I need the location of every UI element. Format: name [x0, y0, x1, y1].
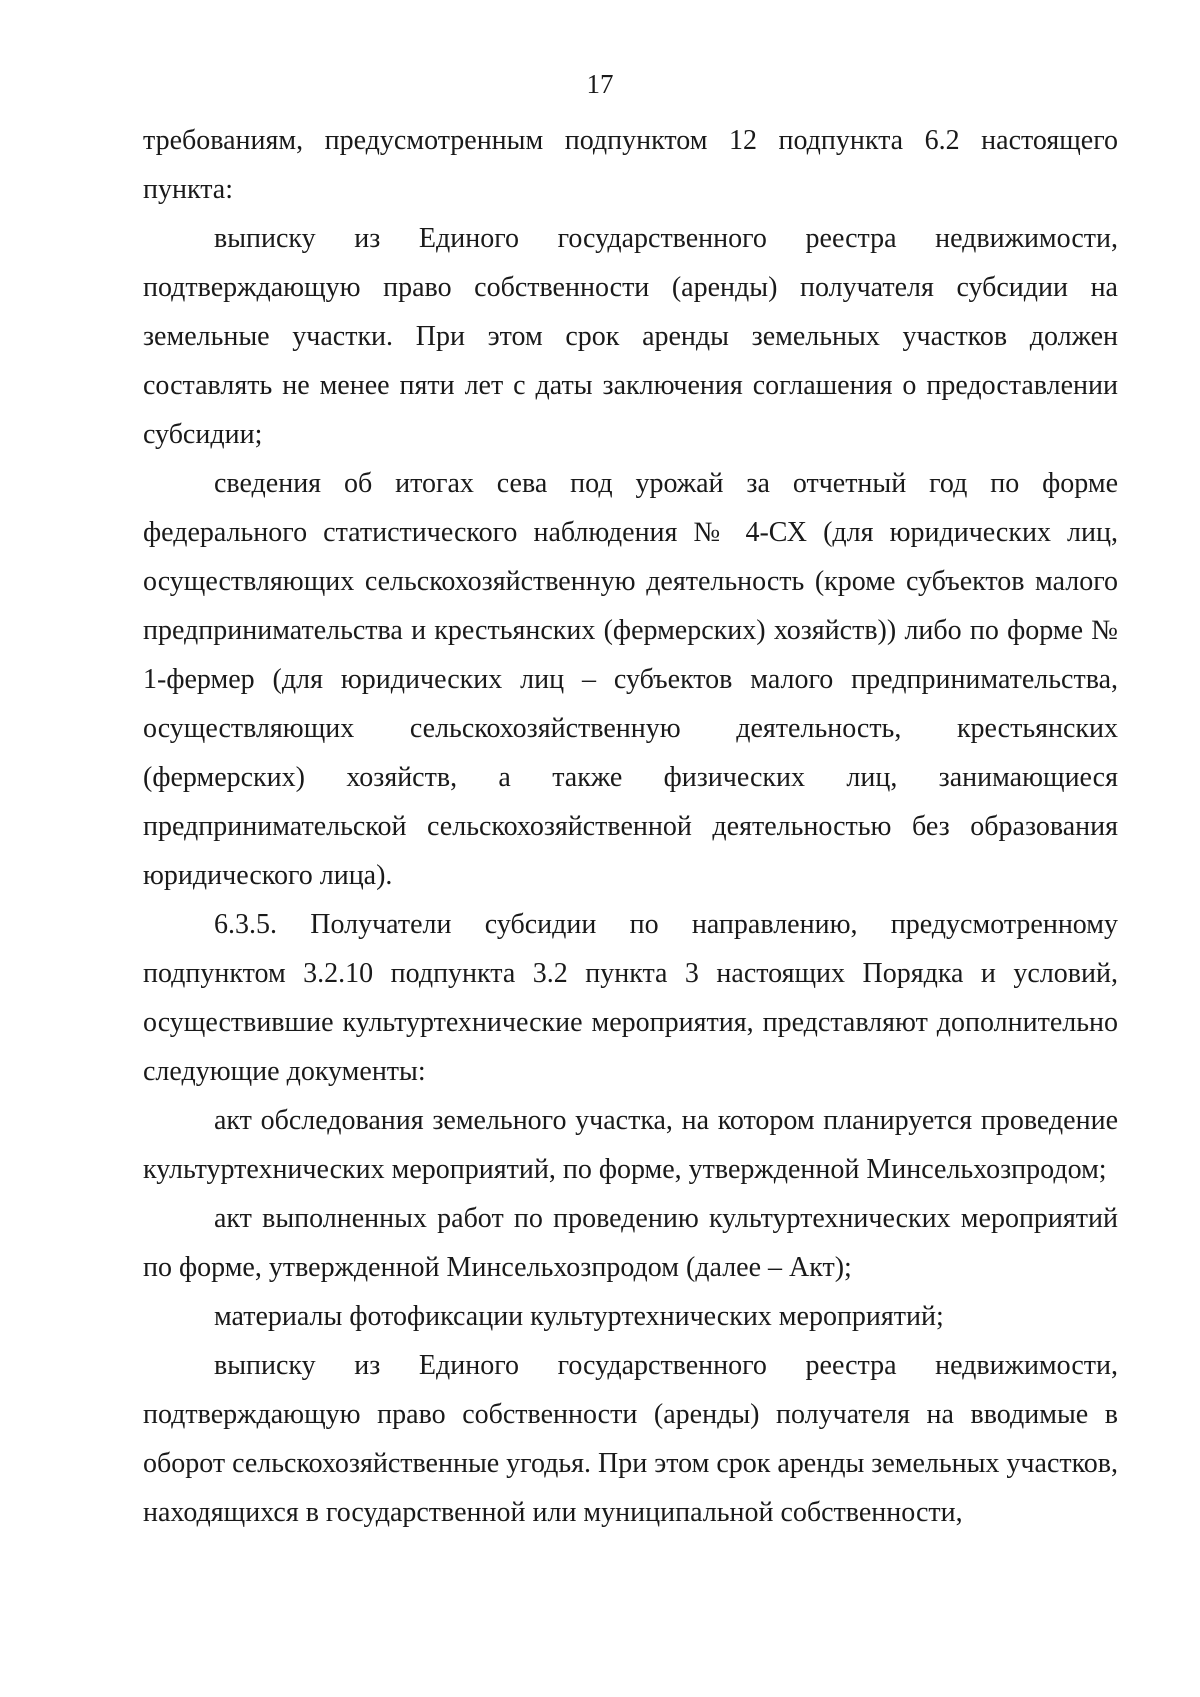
paragraph-photo-materials: материалы фотофиксации культуртехнических мероприятий;	[214, 1301, 944, 1332]
page-number: 17	[586, 69, 614, 99]
paragraph-inspection-act: акт обследования земельного участка, на котором планируется проведение культуртехнических мероприятий, по форме, утвержденной Минсельхозпродом;	[143, 1105, 1118, 1185]
paragraph-egrn-extract-lands: выписку из Единого государственного реестра недвижимости, подтверждающую право собственности (аренды) получателя на вводимые в оборот сельскохозяйственные угодья. При этом срок аренды земельных участков, находящихся в государственной или муниципальной собственности,	[143, 1350, 1119, 1528]
paragraph-sowing-results: сведения об итогах сева под урожай за отчетный год по форме федерального статистического наблюдения № 4-СХ (для юридических лиц, осуществляющих сельскохозяйственную деятельность (кроме субъектов малого предпринимательства и крестьянских (фермерских) хозяйств)) либо по форме № 1-фермер (для юридических лиц – субъектов малого предпринимательства, осуществляющих сельскохозяйственную деятельность, крестьянских (фермерских) хозяйств, а также физических лиц, занимающиеся предпринимательской сельскохозяйственной деятельностью без образования юридического лица).	[143, 468, 1118, 891]
document-body	[143, 116, 1118, 1537]
paragraph-continuation: требованиям, предусмотренным подпунктом 12 подпункта 6.2 настоящего пункта:	[143, 125, 1118, 205]
paragraph-completed-works-act: акт выполненных работ по проведению культуртехнических мероприятий по форме, утвержденной Минсельхозпродом (далее – Акт);	[143, 1203, 1118, 1283]
paragraph-6-3-5: 6.3.5. Получатели субсидии по направлению, предусмотренному подпунктом 3.2.10 подпункта 3.2 пункта 3 настоящих Порядка и условий, осуществившие культуртехнические мероприятия, представляют дополнительно следующие документы:	[143, 909, 1118, 1087]
paragraph-egrn-extract: выписку из Единого государственного реестра недвижимости, подтверждающую право собственности (аренды) получателя субсидии на земельные участки. При этом срок аренды земельных участков должен составлять не менее пяти лет с даты заключения соглашения о предоставлении субсидии;	[143, 223, 1118, 450]
